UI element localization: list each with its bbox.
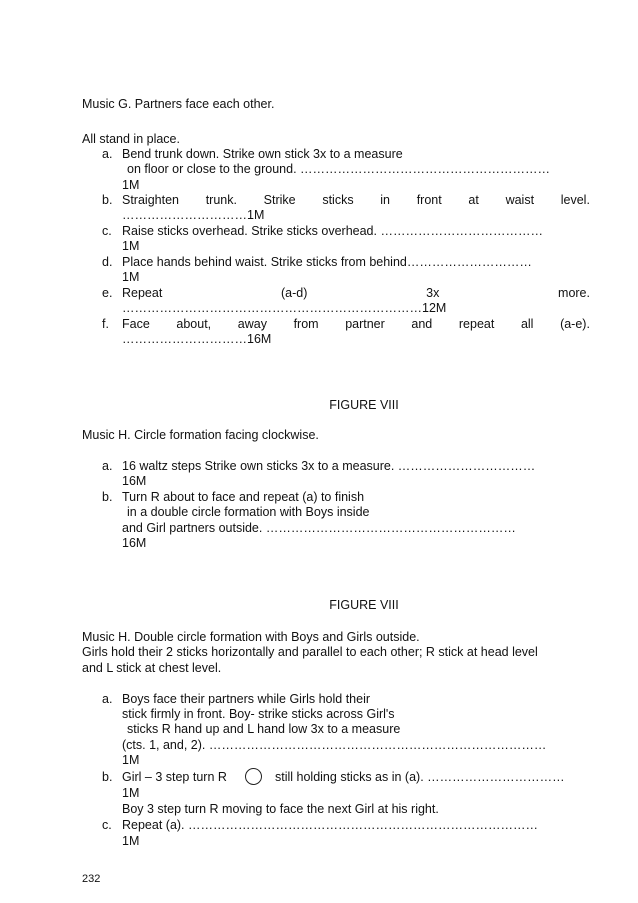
item-a-line1: Bend trunk down. Strike own stick 3x to a measure [122,147,403,161]
word: (a-d) [281,286,308,300]
item-f-line1 [122,317,590,332]
word: Strike [263,193,296,207]
item-b-line2: 1M [122,786,140,800]
item-a-line2: stick firmly in front. Boy- strike sticks across Girl's [122,707,395,721]
word: trunk. [205,193,237,207]
item-d-line2: 1M [122,270,140,284]
word: more. [558,286,590,300]
page-number: 232 [82,873,101,885]
item-e-line1 [122,286,590,301]
item-b-line1 [122,193,590,208]
item-b-line1: Turn R about to face and repeat (a) to finish [122,490,365,504]
item-f-line2: …………………………16M [122,332,272,346]
item-a-line1: Boys face their partners while Girls hold their [122,692,371,706]
word: front [416,193,442,207]
word: Repeat [122,286,163,300]
item-marker: f. [102,317,109,331]
item-marker: c. [102,818,112,832]
item-marker: a. [102,147,113,161]
word: Face [122,317,150,331]
item-a-line4: (cts. 1, and, 2). ……………………………………………………………………… [122,738,547,752]
section-h2-para-line2: and L stick at chest level. [82,661,222,675]
item-c-line1: Raise sticks overhead. Strike sticks overhead. ………………………………… [122,224,543,238]
item-marker: c. [102,224,112,238]
word: all [520,317,534,331]
item-marker: b. [102,193,113,207]
item-d-line1: Place hands behind waist. Strike sticks from behind………………………… [122,255,532,269]
item-b-line1-post: still holding sticks as in (a). …………………………… [275,770,565,784]
word: waist [505,193,535,207]
item-a-line2: on floor or close to the ground. …………………………………………………… [127,162,551,176]
section-h-heading: Music H. Circle formation facing clockwise. [82,428,319,442]
section-h2-para-line1: Girls hold their 2 sticks horizontally and parallel to each other; R stick at head level [82,645,538,659]
item-marker: a. [102,459,113,473]
item-a-line2: 16M [122,474,147,488]
word: at [468,193,479,207]
item-marker: b. [102,770,113,784]
figure-caption: FIGURE VIII [329,398,399,412]
word: Straighten [122,193,179,207]
item-b-line1-pre: Girl – 3 step turn R [122,770,227,784]
word: level. [560,193,590,207]
figure-caption: FIGURE VIII [329,598,399,612]
circle-icon [245,768,262,785]
item-c-line2: 1M [122,834,140,848]
item-a-line3: sticks R hand up and L hand low 3x to a measure [127,722,401,736]
word: about, [176,317,212,331]
word: partner [345,317,385,331]
item-b-line4: 16M [122,536,147,550]
word: 3x [426,286,440,300]
word: repeat [458,317,495,331]
item-a-line1: 16 waltz steps Strike own sticks 3x to a measure. …………………………… [122,459,536,473]
item-b-line3: and Girl partners outside. …………………………………………………… [122,521,516,535]
item-a-line3: 1M [122,178,140,192]
section-h2-heading: Music H. Double circle formation with Boys and Girls outside. [82,630,420,644]
section-g-heading: Music G. Partners face each other. [82,97,275,111]
word: in [380,193,390,207]
item-marker: d. [102,255,113,269]
item-c-line1: Repeat (a). ………………………………………………………………………… [122,818,539,832]
section-g-intro: All stand in place. [82,132,180,146]
word: from [293,317,319,331]
item-marker: e. [102,286,113,300]
item-b-line3: Boy 3 step turn R moving to face the next Girl at his right. [122,802,439,816]
item-marker: a. [102,692,113,706]
item-b-line2: in a double circle formation with Boys inside [127,505,370,519]
item-marker: b. [102,490,113,504]
item-b-line2: …………………………1M [122,208,265,222]
word: (a-e). [560,317,590,331]
word: and [411,317,433,331]
item-e-line2: ………………………………………………………………12M [122,301,447,315]
item-c-line2: 1M [122,239,140,253]
item-a-line5: 1M [122,753,140,767]
word: away [237,317,267,331]
word: sticks [322,193,354,207]
